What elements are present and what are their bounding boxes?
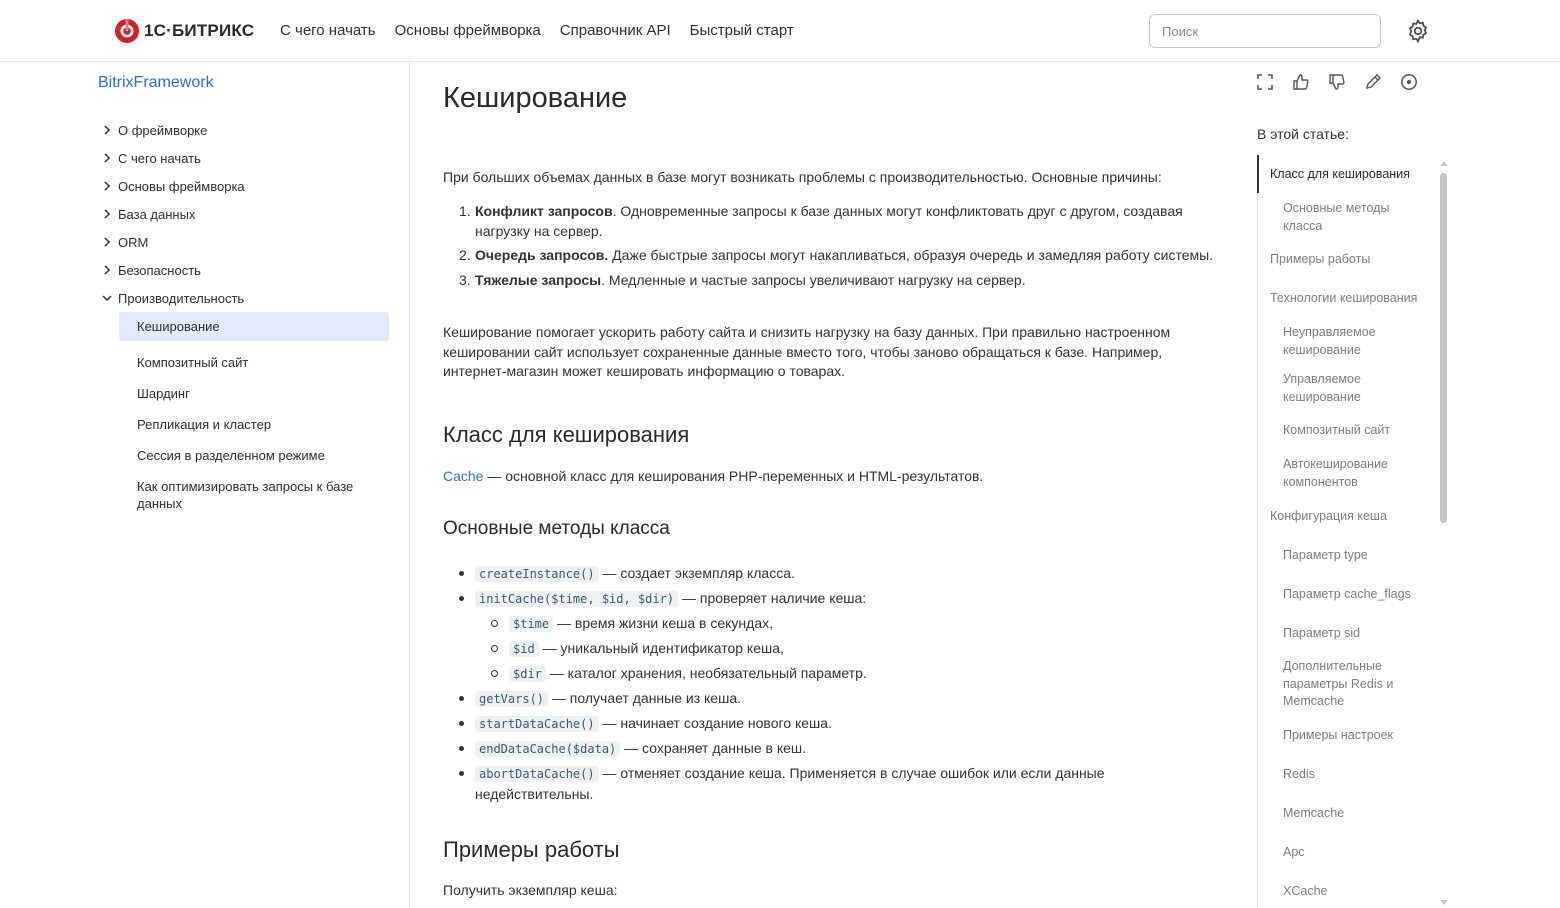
bullet [459, 596, 464, 601]
thumbs-down-icon[interactable] [1328, 73, 1346, 91]
list-item [459, 202, 1219, 241]
section-heading-class: Класс для кеширования [443, 422, 690, 447]
nav-getting-started[interactable]: С чего начать [280, 22, 376, 39]
inline-code: createInstance() [475, 566, 599, 582]
inline-code: $id [509, 641, 539, 657]
list-item-bold: Конфликт запросов [475, 203, 613, 219]
toc-item[interactable]: Конфигурация кеша [1270, 509, 1387, 523]
top-nav [280, 21, 813, 41]
list-item [457, 689, 1217, 710]
toc-item[interactable]: Redis [1283, 767, 1315, 781]
bullet [459, 746, 464, 751]
toc-active-indicator [1257, 155, 1259, 193]
list-item [459, 271, 1219, 291]
info-circle-icon[interactable] [1400, 73, 1418, 91]
toc-item[interactable]: Дополнительные параметры Redis и Memcache [1283, 659, 1394, 708]
sidebar-item-security[interactable] [100, 259, 201, 281]
reasons-list [459, 202, 1219, 290]
toc-item[interactable]: Параметр cache_flags [1283, 587, 1411, 601]
logo-text: 1С·БИТРИКС [144, 21, 255, 40]
section-heading-methods: Основные методы класса [443, 518, 670, 539]
list-item-text: — проверяет наличие кеша: [678, 590, 867, 606]
chevron-right-icon [100, 263, 114, 277]
sidebar-item-about[interactable] [100, 119, 207, 141]
header [0, 0, 1560, 62]
toc-item[interactable]: Композитный сайт [1283, 423, 1391, 437]
bullet [491, 620, 498, 627]
toc-item[interactable]: Примеры работы [1270, 252, 1371, 266]
chevron-right-icon [100, 151, 114, 165]
list-item-bold: Тяжелые запросы [475, 271, 602, 288]
sidebar-item-label: ORM [118, 234, 149, 250]
list-item [457, 664, 1217, 685]
list-item-text: — создает экземпляр класса. [598, 565, 795, 581]
list-number: 2. [459, 247, 471, 263]
intro-paragraph: При больших объемах данных в базе могут возникать проблемы с производительностью. Основные причины: [443, 169, 1162, 185]
toc-item[interactable]: Примеры настроек [1283, 728, 1394, 742]
inline-code: endDataCache($data) [475, 741, 620, 757]
sidebar-item-label: Основы фреймворка [118, 178, 245, 194]
list-item [457, 764, 1217, 804]
bullet [459, 721, 464, 726]
sidebar-item-label: О фреймворке [118, 122, 208, 138]
list-item-text: — уникальный идентификатор кеша, [538, 640, 784, 656]
sidebar-subitem-optimize-queries[interactable]: Как оптимизировать запросы к базе данных [137, 479, 354, 511]
list-item-text: — сохраняет данные в кеш. [620, 740, 807, 756]
inline-code: initCache($time, $id, $dir) [475, 591, 678, 607]
list-item-text: — время жизни кеша в секундах, [553, 615, 774, 631]
cache-desc: — основной класс для кеширования PHP-переменных и HTML-результатов. [483, 468, 984, 484]
list-item-text: Даже быстрые запросы могут накапливаться, образуя очередь и замедляя работу системы. [608, 247, 1214, 263]
inline-code: getVars() [475, 691, 548, 707]
sidebar-item-performance[interactable] [100, 287, 244, 309]
pencil-icon[interactable] [1364, 73, 1382, 91]
list-item-text: . Медленные и частые запросы увеличивают нагрузку на сервер. [601, 271, 1026, 288]
sidebar-subitem-session[interactable]: Сессия в разделенном режиме [137, 448, 325, 463]
sidebar-item-getting-started[interactable] [100, 147, 201, 169]
inline-code: $dir [509, 666, 546, 682]
toc-item[interactable]: Управляемое кеширование [1283, 372, 1361, 404]
sidebar-item-framework-basics[interactable] [100, 175, 245, 197]
toc-item[interactable]: Неуправляемое кеширование [1283, 325, 1376, 357]
logo[interactable] [114, 17, 254, 45]
sidebar-item-orm[interactable] [100, 231, 148, 253]
chevron-right-icon [100, 235, 114, 249]
toc-item[interactable]: Memcache [1283, 806, 1345, 820]
bullet [459, 696, 464, 701]
bullet [491, 645, 498, 652]
toc-title: В этой статье: [1257, 126, 1349, 142]
sidebar-item-database[interactable] [100, 203, 195, 225]
toc-item[interactable]: Технологии кеширования [1270, 291, 1418, 305]
sidebar-item-label: База данных [118, 206, 196, 222]
toc-item[interactable]: Apc [1283, 845, 1305, 859]
toc-item[interactable]: Автокеширование компонентов [1283, 457, 1389, 489]
toc-item[interactable]: Параметр type [1283, 548, 1368, 562]
list-item-text: — отменяет создание кеша. Применяется в случае ошибок или если данные недействительны. [475, 765, 1105, 802]
list-item-text: — получает данные из кеша. [548, 690, 742, 706]
nav-framework-basics[interactable]: Основы фреймворка [394, 22, 541, 39]
sidebar-subitem-replication[interactable]: Репликация и кластер [137, 417, 272, 432]
methods-list [457, 564, 1217, 804]
list-item [457, 564, 1217, 585]
list-item-bold: Очередь запросов. [475, 247, 609, 263]
chevron-right-icon [100, 123, 114, 137]
search-input[interactable] [1149, 14, 1381, 48]
sidebar-subitem-sharding[interactable]: Шардинг [137, 386, 190, 401]
bullet [459, 571, 464, 576]
chevron-right-icon [100, 179, 114, 193]
toc-item[interactable]: Параметр sid [1283, 626, 1361, 640]
thumbs-up-icon[interactable] [1292, 73, 1310, 91]
gear-icon[interactable] [1405, 18, 1431, 44]
list-number: 1. [459, 203, 471, 219]
list-item [459, 246, 1219, 266]
sidebar-item-label: Безопасность [118, 262, 201, 278]
list-item-text: . Одновременные запросы к базе данных могут конфликтовать друг с другом, создавая нагрузку на сервер. [475, 203, 1183, 239]
caching-paragraph: Кеширование помогает ускорить работу сайта и снизить нагрузку на базу данных. При правильно настроенном кешировании сайт использует сохраненные данные вместо того, чтобы заново обращаться к базе. Например, интернет-магазин может кешировать информацию о товарах. [443, 324, 1171, 379]
list-item-text: — начинает создание нового кеша. [598, 715, 832, 731]
list-item-text: — каталог хранения, необязательный параметр. [545, 665, 867, 681]
sidebar-subitem-caching[interactable]: Кеширование [119, 312, 389, 341]
inline-code: startDataCache() [475, 716, 599, 732]
sidebar-title[interactable]: BitrixFramework [98, 74, 214, 91]
section-heading-examples: Примеры работы [443, 837, 620, 862]
scroll-up-arrow-icon[interactable] [1440, 160, 1448, 166]
list-item [457, 589, 1217, 610]
list-number: 3. [459, 271, 471, 288]
bullet [491, 670, 498, 677]
toc-line [1257, 155, 1258, 908]
list-item [457, 739, 1217, 760]
sidebar [0, 62, 410, 908]
list-item [457, 714, 1217, 735]
scroll-down-arrow-icon[interactable] [1440, 900, 1448, 906]
list-item [457, 639, 1217, 660]
example-paragraph: Получить экземпляр кеша: [443, 882, 618, 898]
toc-item[interactable]: Класс для кеширования [1270, 167, 1410, 181]
article-tools [1256, 73, 1436, 91]
sidebar-item-label: Производительность [118, 290, 245, 306]
bullet [459, 771, 464, 776]
toc-item[interactable]: Основные методы класса [1283, 201, 1390, 233]
page-title: Кеширование [443, 82, 628, 114]
list-item [457, 614, 1217, 635]
inline-code: $time [509, 616, 553, 632]
nav-api-reference[interactable]: Справочник API [559, 22, 671, 39]
sidebar-subitem-composite[interactable]: Композитный сайт [137, 355, 249, 370]
chevron-down-icon [100, 291, 114, 305]
bitrix-logo-icon [114, 18, 140, 44]
nav-quick-start[interactable]: Быстрый старт [689, 22, 794, 39]
cache-class-paragraph [443, 467, 1213, 487]
chevron-right-icon [100, 207, 114, 221]
toc-item[interactable]: XCache [1283, 884, 1328, 898]
expand-icon[interactable] [1256, 73, 1274, 91]
sidebar-item-label: С чего начать [118, 150, 201, 166]
inline-code: abortDataCache() [475, 766, 599, 782]
cache-link[interactable]: Cache [443, 468, 484, 484]
toc-scrollbar-thumb[interactable] [1440, 173, 1447, 523]
